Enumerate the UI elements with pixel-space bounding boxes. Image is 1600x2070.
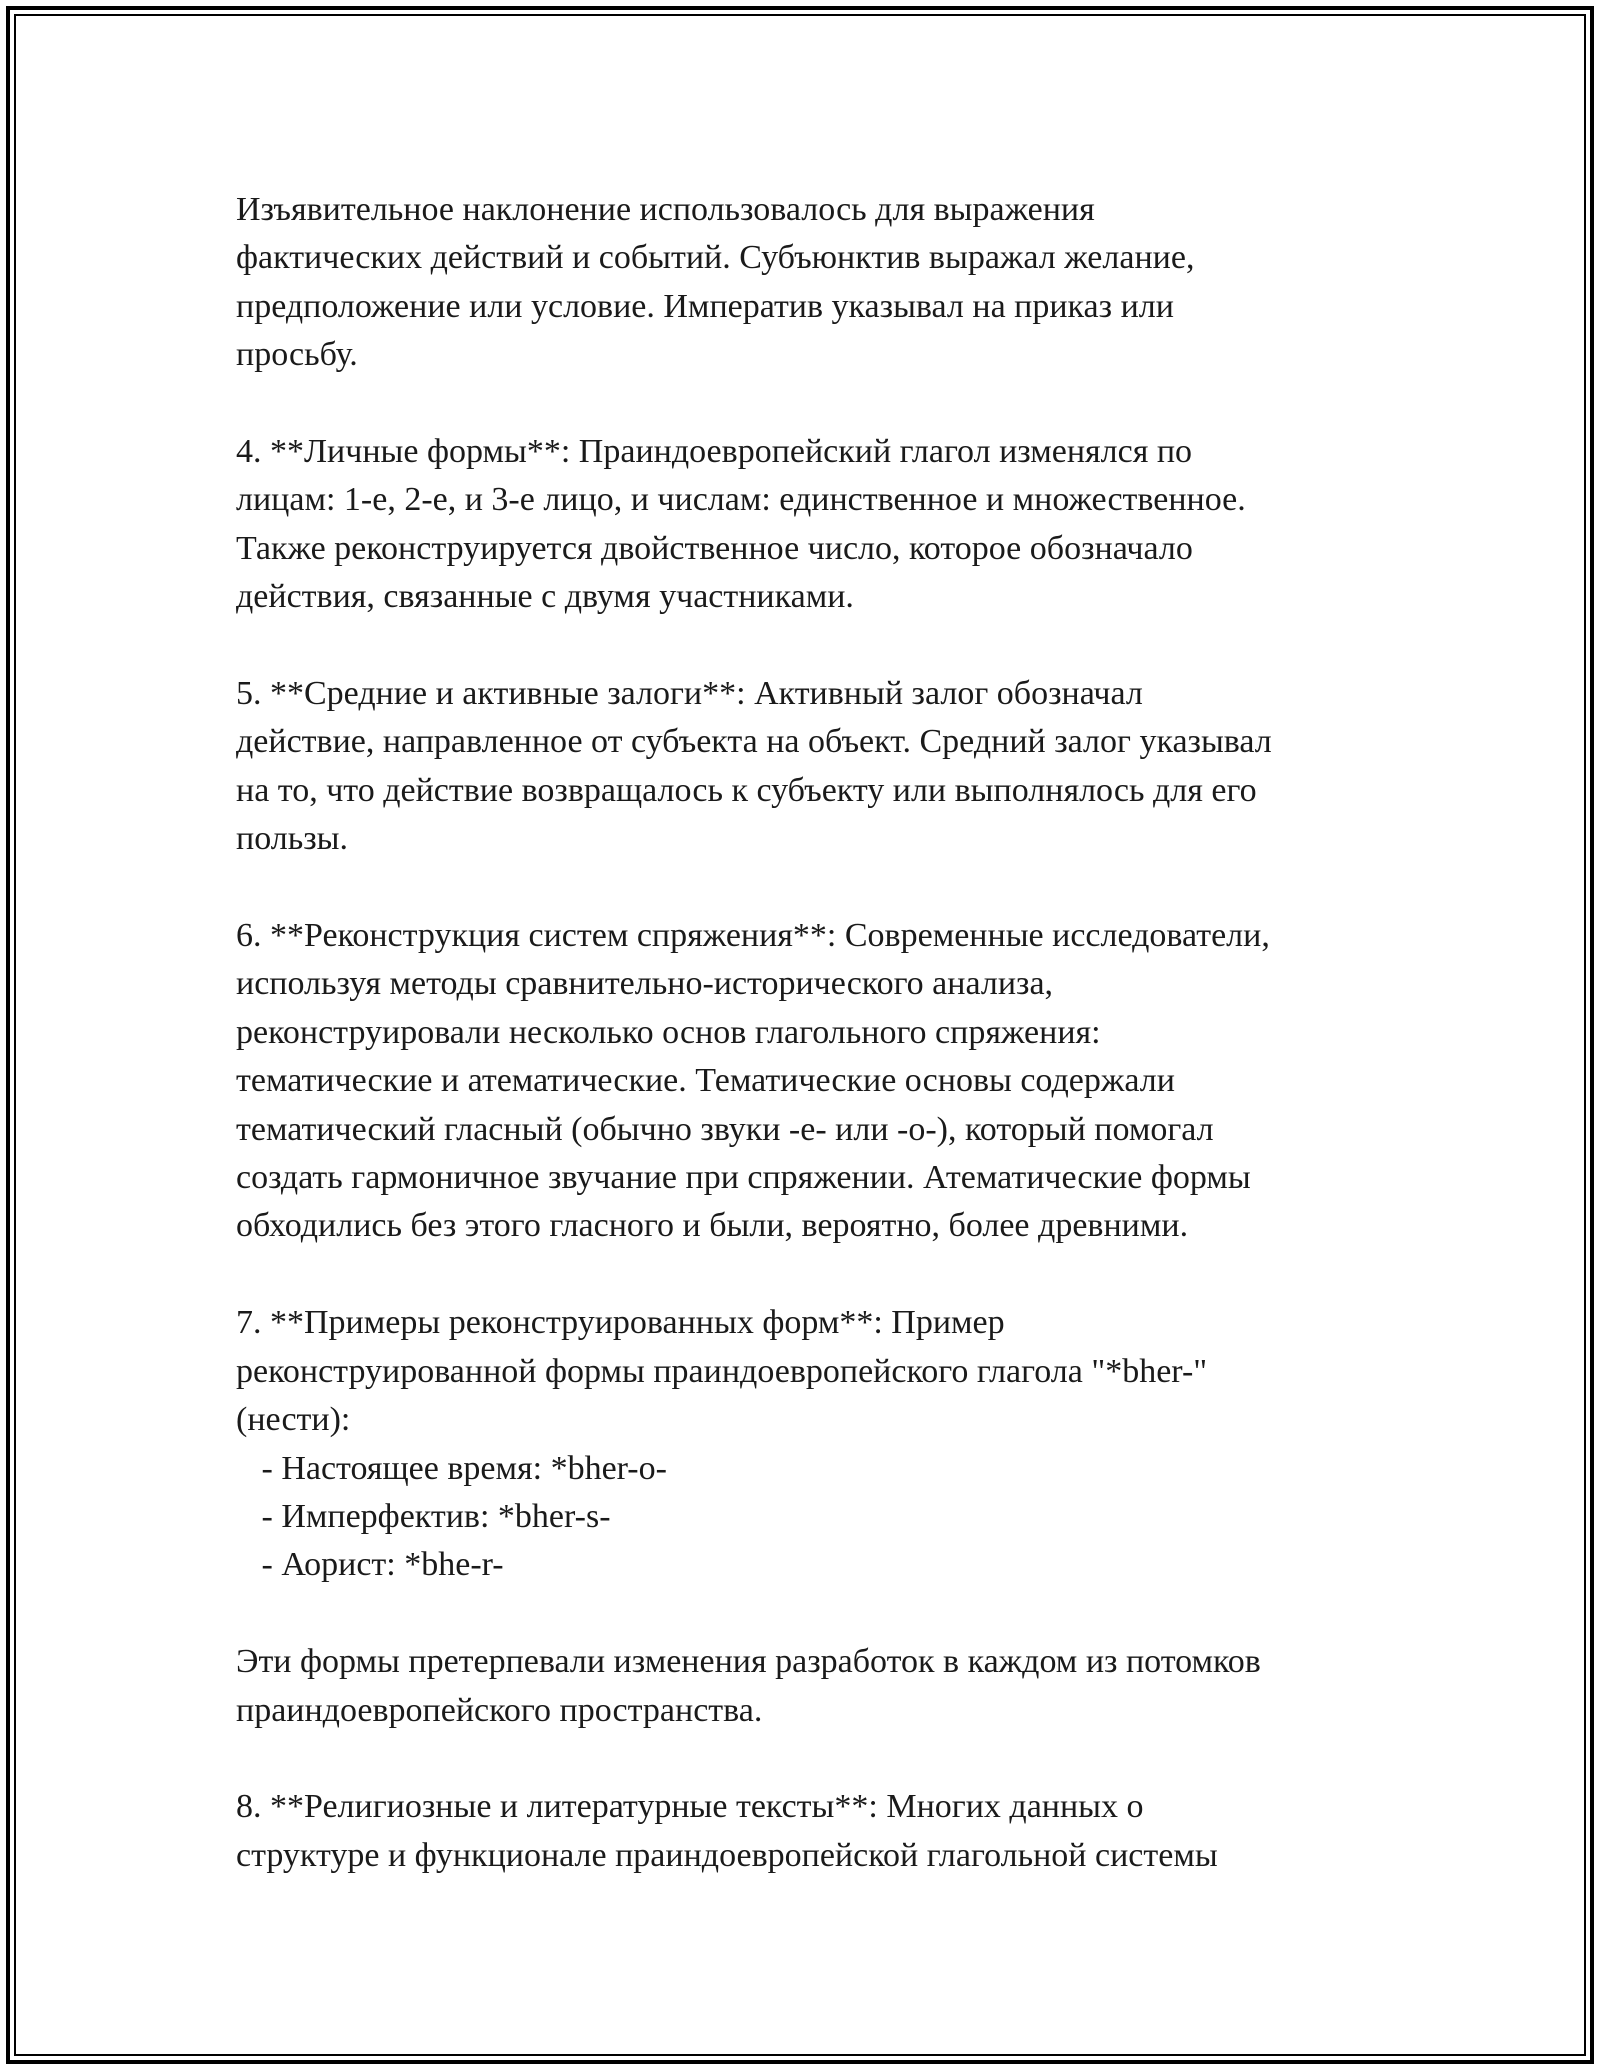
paragraph-personal-forms: 4. **Личные формы**: Праиндоевропейский глагол изменялся по лицам: 1-е, 2-е, и 3-е лицо, и числам: единственное и множественное. Также реконструируется двойственное число, которое обозначало действия, связанные с двумя участниками. (236, 433, 1246, 616)
paragraph-conjugation-reconstruction: 6. **Реконструкция систем спряжения**: Современные исследователи, используя методы сравнительно-исторического анализа, реконструировали несколько основ глагольного спряжения: тематические и атематические. Тематические основы содержали тематический гласный (обычно звуки -е- или -о-), который помогал создать гармоничное звучание при спряжении. Атематические формы обходились без этого гласного и были, вероятно, более древними. (236, 917, 1270, 1245)
document-body (236, 186, 1376, 1880)
paragraph-mood: Изъявительное наклонение использовалось для выражения фактических действий и событий. Субъюнктив выражал желание, предположение или условие. Императив указывал на приказ или просьбу. (236, 191, 1195, 374)
paragraph-voices: 5. **Средние и активные залоги**: Активный залог обозначал действие, направленное от субъекта на объект. Средний залог указывал на то, что действие возвращалось к субъекту или выполнялось для его пользы. (236, 675, 1272, 858)
paragraph-reconstructed-forms: 7. **Примеры реконструированных форм**: Пример реконструированной формы праиндоевропейского глагола "*bher-" (нести): - Настоящее время: *bher-o- - Имперфектив: *bher-s- - Аорист: *bhe-r- (236, 1304, 1208, 1584)
paragraph-religious-texts: 8. **Религиозные и литературные тексты**: Многих данных о структуре и функционале праиндоевропейской глагольной системы (236, 1788, 1218, 1874)
paragraph-descendants: Эти формы претерпевали изменения разработок в каждом из потомков праиндоевропейского пространства. (236, 1643, 1261, 1729)
